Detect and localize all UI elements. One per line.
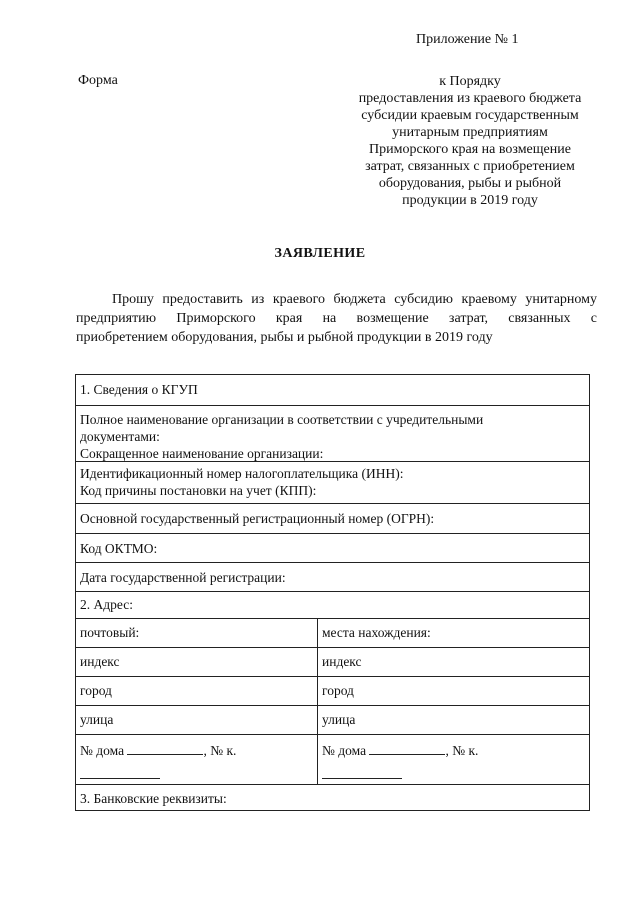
inn-label: Идентификационный номер налогоплательщика (ИНН): <box>80 466 404 481</box>
location-house-field[interactable] <box>318 735 589 784</box>
house-label: № дома <box>80 743 125 758</box>
order-line: унитарным предприятиям <box>392 125 548 140</box>
postal-address-header: почтовый: <box>76 619 318 647</box>
postal-index-field[interactable]: индекс <box>76 648 318 676</box>
application-form-table <box>75 374 590 811</box>
ogrn-field[interactable]: Основной государственный регистрационный номер (ОГРН): <box>76 504 589 534</box>
postal-city-field[interactable]: город <box>76 677 318 705</box>
document-title: ЗАЯВЛЕНИЕ <box>274 246 366 261</box>
index-row <box>76 648 589 677</box>
request-paragraph <box>76 290 597 347</box>
city-row <box>76 677 589 706</box>
street-row <box>76 706 589 735</box>
appendix-number: Приложение № 1 <box>416 32 519 47</box>
order-reference <box>336 73 604 209</box>
section-bank-details-header: 3. Банковские реквизиты: <box>80 791 227 806</box>
room-label: , № к. <box>203 743 237 758</box>
oktmo-field[interactable]: Код ОКТМО: <box>76 534 589 563</box>
location-street-field[interactable]: улица <box>322 712 356 727</box>
order-line: затрат, связанных с приобретением <box>365 159 575 174</box>
kpp-label: Код причины постановки на учет (КПП): <box>80 483 317 498</box>
order-line: Приморского края на возмещение <box>369 142 571 157</box>
house-number-blank[interactable] <box>127 741 203 755</box>
organization-name-field[interactable] <box>76 406 589 462</box>
house-label: № дома <box>322 743 367 758</box>
full-name-label-line1: Полное наименование организации в соответствии с учредительными <box>80 412 484 427</box>
address-type-row <box>76 619 589 648</box>
room-number-blank[interactable] <box>80 765 160 779</box>
section-address-header: 2. Адрес: <box>76 592 589 619</box>
form-label: Форма <box>78 73 118 88</box>
order-line: оборудования, рыбы и рыбной <box>378 176 562 191</box>
inn-kpp-field[interactable] <box>76 462 589 504</box>
short-name-label: Сокращенное наименование организации: <box>80 446 324 461</box>
request-line: Прошу предоставить из краевого бюджета субсидию краевому унитарному <box>112 292 597 307</box>
order-line: предоставления из краевого бюджета <box>358 91 582 106</box>
request-line: предприятию Приморского края на возмещение затрат, связанных с <box>76 311 597 326</box>
order-line: продукции в 2019 году <box>402 193 538 208</box>
postal-street-field[interactable]: улица <box>76 706 318 734</box>
room-label: , № к. <box>445 743 479 758</box>
full-name-label-line2: документами: <box>80 429 160 444</box>
section-kgup-header: 1. Сведения о КГУП <box>76 375 589 406</box>
location-city-field[interactable]: город <box>322 683 354 698</box>
location-address-header: места нахождения: <box>322 625 431 640</box>
postal-house-field[interactable] <box>76 735 318 784</box>
order-line: к Порядку <box>439 74 501 89</box>
room-number-blank[interactable] <box>322 765 402 779</box>
house-row <box>76 735 589 785</box>
order-line: субсидии краевым государственным <box>361 108 579 123</box>
location-index-field[interactable]: индекс <box>322 654 362 669</box>
house-number-blank[interactable] <box>369 741 445 755</box>
request-line: приобретением оборудования, рыбы и рыбной продукции в 2019 году <box>76 330 493 345</box>
registration-date-field[interactable]: Дата государственной регистрации: <box>76 563 589 592</box>
